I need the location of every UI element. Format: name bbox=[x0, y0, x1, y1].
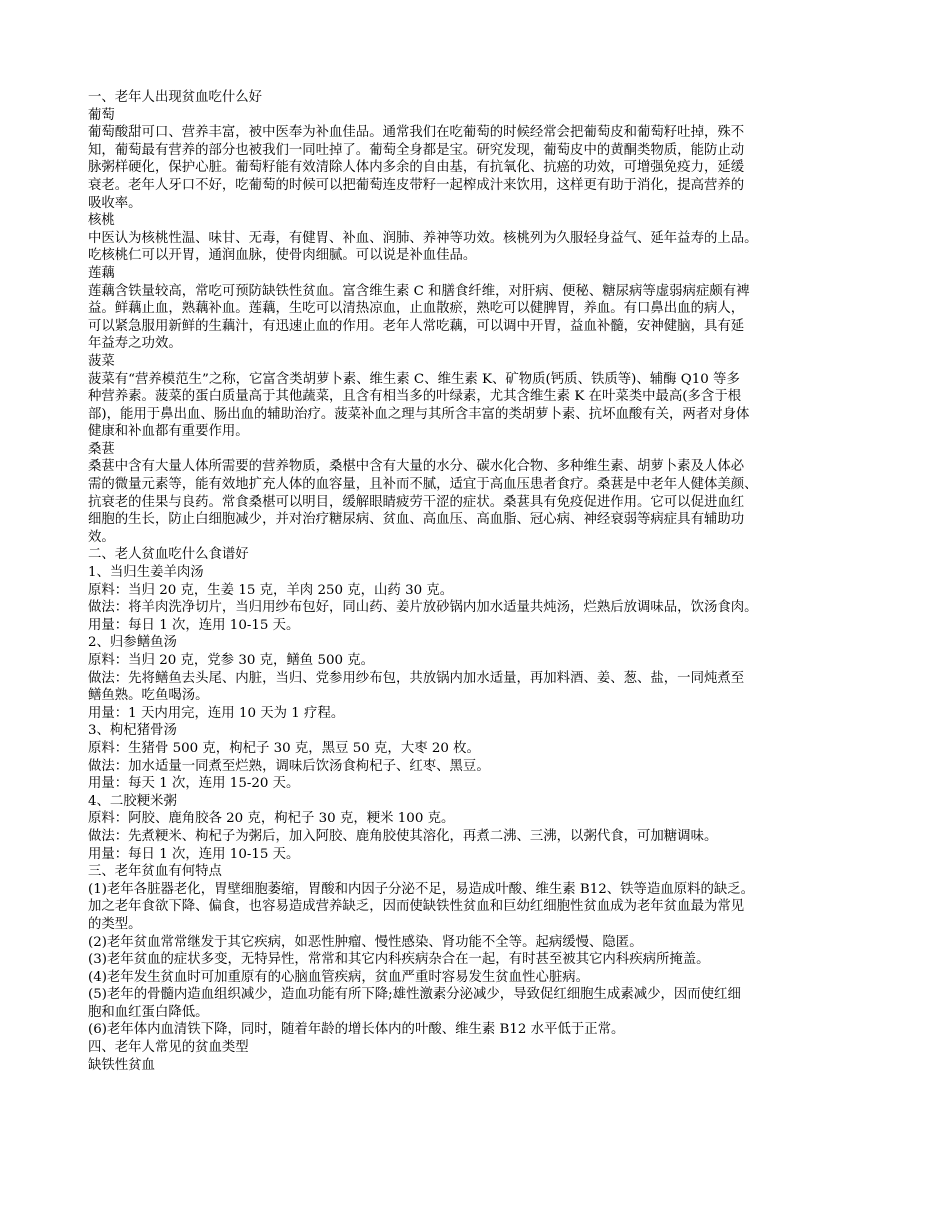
text-line: (2)老年贫血常常继发于其它疾病，如恶性肿瘤、慢性感染、肾功能不全等。起病缓慢、隐匿。 bbox=[88, 934, 643, 950]
text-line: 胞和血红蛋白降低。 bbox=[88, 1004, 209, 1020]
text-line: 抗衰老的佳果与良药。常食桑椹可以明目，缓解眼睛疲劳干涩的症状。桑葚具有免疫促进作用。它可以促进血红 bbox=[88, 494, 745, 510]
text-line: (6)老年体内血清铁下降，同时，随着年龄的增长体内的叶酸、维生素 B12 水平低于正常。 bbox=[88, 1022, 625, 1038]
text-line: 用量：1 天内用完，连用 10 天为 1 疗程。 bbox=[88, 705, 345, 721]
text-line: 细胞的生长，防止白细胞减少，并对治疗糖尿病、贫血、高血压、高血脂、冠心病、神经衰弱等病症具有辅助功 bbox=[88, 512, 745, 528]
text-line: (3)老年贫血的症状多变，无特异性，常常和其它内科疾病杂合在一起，有时甚至被其它内科疾病所掩盖。 bbox=[88, 952, 710, 968]
text-line: 用量：每天 1 次，连用 15-20 天。 bbox=[88, 776, 300, 792]
text-line: 做法：加水适量一同煮至烂熟，调味后饮汤食枸杞子、红枣、黑豆。 bbox=[88, 758, 490, 774]
text-line: 莲藕 bbox=[88, 265, 115, 281]
text-line: 健康和补血都有重要作用。 bbox=[88, 424, 249, 440]
text-line: 二、老人贫血吃什么食谱好 bbox=[88, 547, 249, 563]
document-body bbox=[88, 89, 862, 1074]
text-line: 益。鲜藕止血，熟藕补血。莲藕，生吃可以清热凉血，止血散瘀，熟吃可以健脾胃，养血。有口鼻出血的病人， bbox=[88, 301, 745, 317]
text-line: 吃核桃仁可以开胃，通润血脉，使骨肉细腻。可以说是补血佳品。 bbox=[88, 248, 477, 264]
text-line: 三、老年贫血有何特点 bbox=[88, 864, 222, 880]
text-line: 菠菜 bbox=[88, 353, 115, 369]
text-line: 吸收率。 bbox=[88, 195, 142, 211]
text-line: 原料：当归 20 克，生姜 15 克，羊肉 250 克，山药 30 克。 bbox=[88, 582, 454, 598]
text-line: 4、二胶粳米粥 bbox=[88, 793, 177, 809]
text-line: 鳝鱼熟。吃鱼喝汤。 bbox=[88, 688, 209, 704]
text-line: (5)老年的骨髓内造血组织减少，造血功能有所下降;雄性激素分泌减少，导致促红细胞生成素减少，因而使红细 bbox=[88, 987, 741, 1003]
text-line: 桑葚 bbox=[88, 441, 115, 457]
text-line: 莲藕含铁量较高，常吃可预防缺铁性贫血。富含维生素 C 和膳食纤维，对肝病、便秘、糖尿病等虚弱病症颇有裨 bbox=[88, 283, 750, 299]
text-line: 葡萄酸甜可口、营养丰富，被中医奉为补血佳品。通常我们在吃葡萄的时候经常会把葡萄皮和葡萄籽吐掉，殊不 bbox=[88, 125, 745, 141]
text-line: (1)老年各脏器老化，胃壁细胞萎缩，胃酸和内因子分泌不足，易造成叶酸、维生素 B12、铁等造血原料的缺乏。 bbox=[88, 881, 755, 897]
text-line: 衰老。老年人牙口不好，吃葡萄的时候可以把葡萄连皮带籽一起榨成汁来饮用，这样更有助于消化，提高营养的 bbox=[88, 177, 745, 193]
text-line: 做法：先将鳝鱼去头尾、内脏，当归、党参用纱布包，共放锅内加水适量，再加料酒、姜、葱、盐，一同炖煮至 bbox=[88, 670, 745, 686]
text-line: 原料：生猪骨 500 克，枸杞子 30 克，黑豆 50 克，大枣 20 枚。 bbox=[88, 740, 480, 756]
text-line: 用量：每日 1 次，连用 10-15 天。 bbox=[88, 617, 300, 633]
text-line: 效。 bbox=[88, 529, 115, 545]
text-line: 知，葡萄最有营养的部分也被我们一同吐掉了。葡萄全身都是宝。研究发现，葡萄皮中的黄酮类物质，能防止动 bbox=[88, 142, 745, 158]
text-line: 加之老年食欲下降、偏食，也容易造成营养缺乏，因而使缺铁性贫血和巨幼红细胞性贫血成为老年贫血最为常见 bbox=[88, 899, 745, 915]
text-line: 的类型。 bbox=[88, 916, 142, 932]
text-line: 3、枸杞猪骨汤 bbox=[88, 723, 177, 739]
text-line: 核桃 bbox=[88, 213, 115, 229]
text-line: 需的微量元素等，能有效地扩充人体的血容量，且补而不腻，适宜于高血压患者食疗。桑葚是中老年人健体美颜、 bbox=[88, 477, 758, 493]
text-line: 1、当归生姜羊肉汤 bbox=[88, 565, 204, 581]
text-line: 用量：每日 1 次，连用 10-15 天。 bbox=[88, 846, 300, 862]
text-line: 原料：阿胶、鹿角胶各 20 克，枸杞子 30 克，粳米 100 克。 bbox=[88, 811, 455, 827]
text-line: 年益寿之功效。 bbox=[88, 336, 182, 352]
text-line: 原料：当归 20 克，党参 30 克，鳝鱼 500 克。 bbox=[88, 653, 375, 668]
text-line: 葡萄 bbox=[88, 107, 115, 123]
text-line: 菠菜有“营养模范生”之称，它富含类胡萝卜素、维生素 C、维生素 K、矿物质(钙质、铁质等)、辅酶 Q10 等多 bbox=[88, 371, 740, 387]
text-line: 中医认为核桃性温、味甘、无毒，有健胃、补血、润肺、养神等功效。核桃列为久服轻身益气、延年益寿的上品。 bbox=[88, 230, 758, 246]
text-line: 脉粥样硬化，保护心脏。葡萄籽能有效清除人体内多余的自由基，有抗氧化、抗癌的功效，可增强免疫力，延缓 bbox=[88, 160, 745, 176]
text-line: 2、归参鳝鱼汤 bbox=[88, 635, 177, 651]
text-line: 缺铁性贫血 bbox=[88, 1057, 155, 1073]
text-line: 桑葚中含有大量人体所需要的营养物质，桑椹中含有大量的水分、碳水化合物、多种维生素、胡萝卜素及人体必 bbox=[88, 459, 745, 475]
text-line: (4)老年发生贫血时可加重原有的心脑血管疾病，贫血严重时容易发生贫血性心脏病。 bbox=[88, 969, 590, 985]
text-line: 做法：将羊肉洗净切片，当归用纱布包好，同山药、姜片放砂锅内加水适量共炖汤，烂熟后放调味品，饮汤食肉。 bbox=[88, 600, 758, 616]
text-line: 一、老年人出现贫血吃什么好 bbox=[88, 90, 263, 105]
text-line: 部)，能用于鼻出血、肠出血的辅助治疗。菠菜补血之理与其所含丰富的类胡萝卜素、抗坏血酸有关，两者对身体 bbox=[88, 406, 750, 422]
text-line: 做法：先煮粳米、枸杞子为粥后，加入阿胶、鹿角胶使其溶化，再煮二沸、三沸，以粥代食，可加糖调味。 bbox=[88, 828, 718, 844]
text-line: 可以紧急服用新鲜的生藕汁，有迅速止血的作用。老年人常吃藕，可以调中开胃，益血补髓，安神健脑，具有延 bbox=[88, 318, 745, 334]
text-line: 种营养素。菠菜的蛋白质量高于其他蔬菜，且含有相当多的叶绿素，尤其含维生素 K 在叶菜类中最高(多含于根 bbox=[88, 389, 742, 405]
text-line: 四、老年人常见的贫血类型 bbox=[88, 1040, 249, 1056]
